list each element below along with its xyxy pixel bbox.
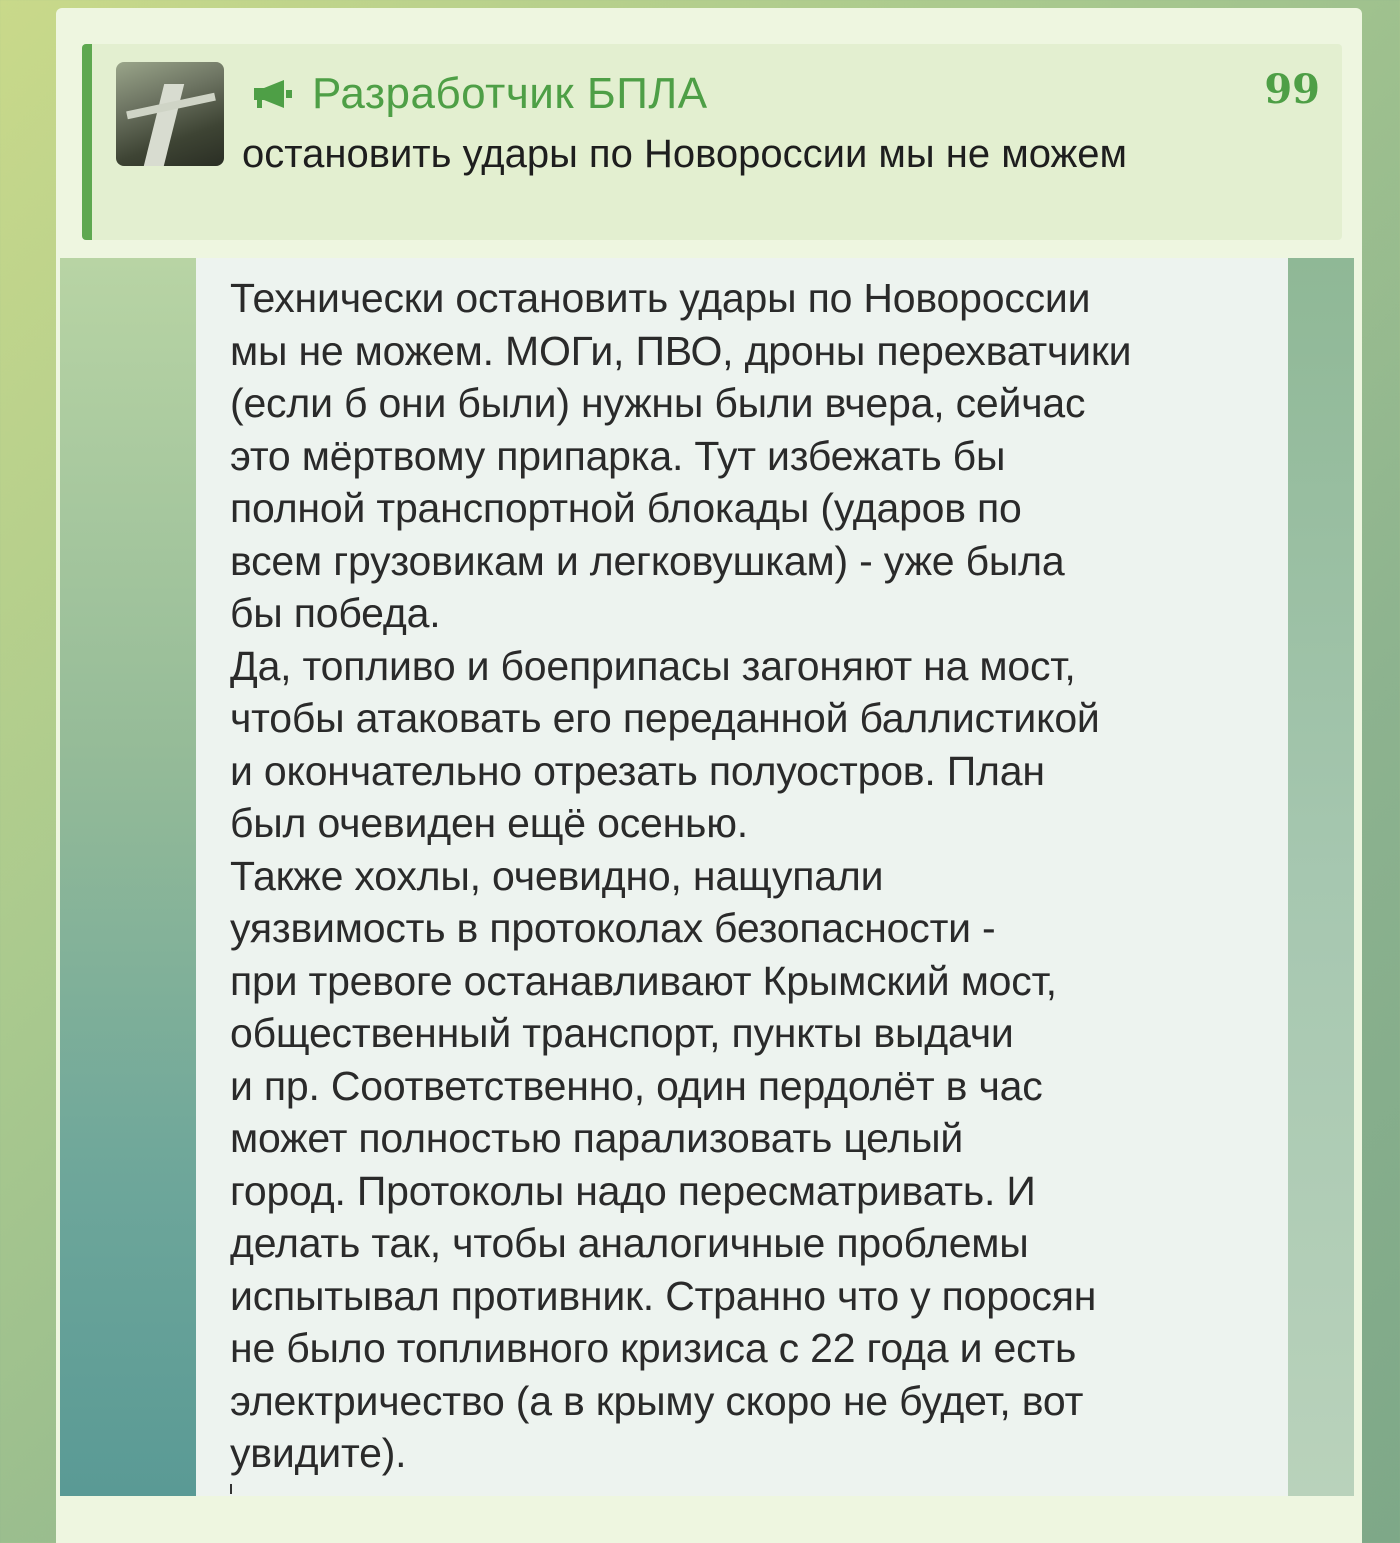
reply-preview[interactable] (82, 44, 1342, 240)
post-card (196, 258, 1288, 1496)
background-strip-right (1288, 258, 1354, 1496)
text-cursor (230, 1484, 232, 1494)
reply-header (252, 66, 708, 122)
background-strip-left (60, 258, 196, 1496)
post-screenshot[interactable] (60, 258, 1354, 1496)
message-bubble (56, 8, 1362, 1543)
megaphone-icon (252, 78, 296, 110)
quote-icon: 99 (1264, 66, 1320, 113)
post-text: Технически остановить удары по Новороссии мы не можем. МОГи, ПВО, дроны перехватчики (если б они были) нужны были вчера, сейчас это мёртвому припарка. Тут избежать бы полной транспортной блокады (ударов по всем грузовикам и легковушкам) - уже была бы победа. Да, топливо и боеприпасы загоняют на мост, чтобы атаковать его переданной баллистикой и окончательно отрезать полуостров. План был очевиден ещё осенью. Также хохлы, очевидно, нащупали уязвимость в протоколах безопасности - при тревоге останавливают Крымский мост, общественный транспорт, пункты выдачи и пр. Соответственно, один пердолёт в час может полностью парализовать целый город. Протоколы надо пересматривать. И делать так, чтобы аналогичные проблемы испытывал противник. Странно что у поросян не было топливного кризиса с 22 года и есть электричество (а в крыму скоро не будет, вот увидите). (230, 275, 1132, 1476)
channel-name: Разработчик БПЛА (312, 69, 708, 118)
quoted-text: остановить удары по Новороссии мы не можем (242, 132, 1128, 176)
